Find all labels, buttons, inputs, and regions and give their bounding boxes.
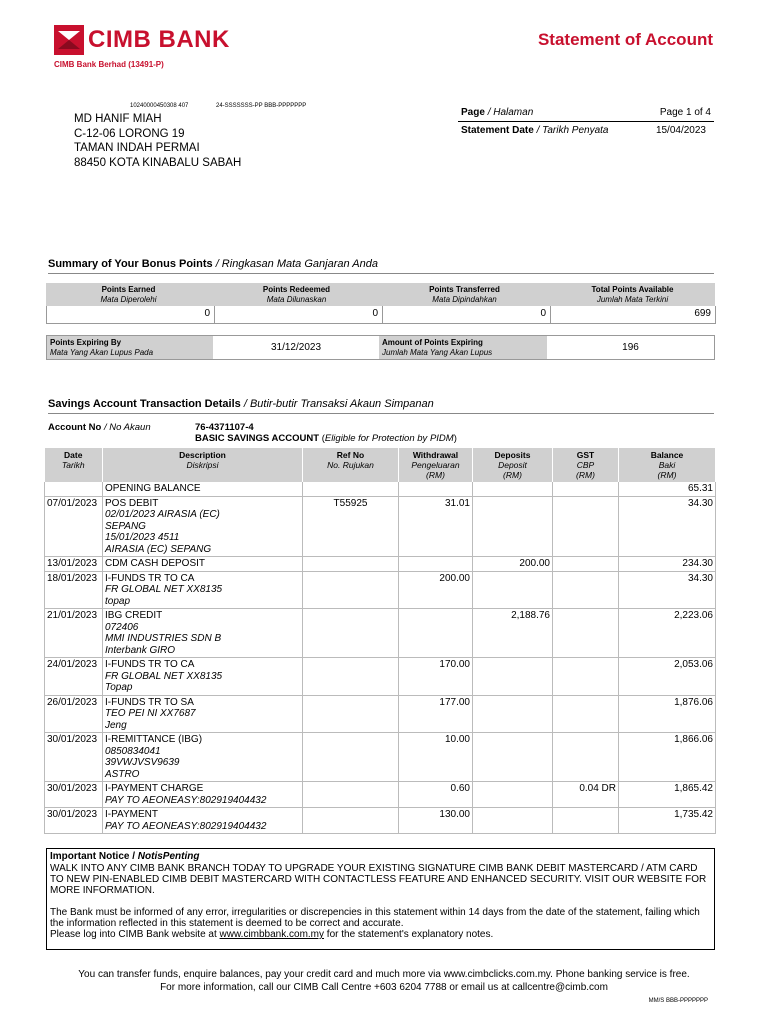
txn-description <box>103 808 303 834</box>
txn-gst <box>553 658 619 696</box>
expiring-row <box>46 335 715 360</box>
txn-balance: 1,876.06 <box>619 695 716 733</box>
txn-description-detail: 39VWJVSV9639 <box>105 757 180 768</box>
page-label: Page <box>461 106 485 118</box>
table-row <box>45 557 716 572</box>
txn-balance: 2,223.06 <box>619 609 716 658</box>
txn-description-detail: Topap <box>105 682 133 693</box>
account-info: Account No / No Akaun 76-4371107-4 BASIC SAVINGS ACCOUNT (Eligible for Protection by PIDM) <box>48 422 457 444</box>
expiring-label-cell: Points Expiring By Mata Yang Akan Lupus Pada <box>47 336 213 359</box>
txn-balance: 2,053.06 <box>619 658 716 696</box>
page-title: Statement of Account <box>537 30 713 49</box>
page-value: Page 1 of 4 <box>659 106 711 118</box>
txn-ref <box>303 695 399 733</box>
notice-para-2: The Bank must be informed of any error, irregularities or discrepencies in this statement within 14 days from the date of the statement, failing which the information reflected in this statement is deemed to be correct and accurate. <box>50 907 700 929</box>
txn-balance: 1,735.42 <box>619 808 716 834</box>
txn-deposit <box>473 695 553 733</box>
col-balance: Balance Baki (RM) <box>619 448 716 482</box>
txn-deposit <box>473 733 553 782</box>
customer-name: MD HANIF MIAH <box>74 113 162 125</box>
txn-date: 30/01/2023 <box>45 808 103 834</box>
account-no-label: Account No <box>48 422 102 433</box>
txn-withdrawal: 10.00 <box>399 733 473 782</box>
txn-ref <box>303 658 399 696</box>
txn-deposit <box>473 482 553 496</box>
txn-description-detail: topap <box>105 595 131 607</box>
txn-date <box>45 482 103 496</box>
txn-description <box>103 733 303 782</box>
txn-date: 18/01/2023 <box>45 571 103 609</box>
points-earned-value: 0 <box>47 306 215 324</box>
date-row <box>458 121 714 139</box>
amount-expiring-value: 196 <box>622 342 639 353</box>
col-deposits: Deposits Deposit (RM) <box>473 448 553 482</box>
txn-gst <box>553 609 619 658</box>
txn-withdrawal <box>399 609 473 658</box>
notice-para-3: Please log into CIMB Bank website at www.cimbbank.com.my for the statement's explanatory notes. <box>50 929 494 940</box>
important-notice <box>46 848 715 950</box>
pidm-note: Eligible for Protection by PIDM <box>324 433 454 444</box>
points-redeemed-value: 0 <box>215 306 383 324</box>
txn-deposit: 200.00 <box>473 557 553 572</box>
txn-gst <box>553 695 619 733</box>
txn-description-detail: FR GLOBAL NET XX8135 <box>105 584 223 595</box>
txn-gst <box>553 733 619 782</box>
txn-deposit <box>473 782 553 808</box>
txn-description-main: POS DEBIT <box>105 497 159 509</box>
txn-balance: 1,865.42 <box>619 782 716 808</box>
txn-date: 24/01/2023 <box>45 658 103 696</box>
txn-withdrawal: 0.60 <box>399 782 473 808</box>
col-ref: Ref No No. Rujukan <box>303 448 399 482</box>
date-label-ms: / Tarikh Penyata <box>536 125 609 136</box>
table-row <box>45 695 716 733</box>
transaction-table <box>44 448 715 834</box>
date-label: Statement Date <box>461 125 534 136</box>
col-description: Description Diskripsi <box>103 448 303 482</box>
txn-gst <box>553 571 619 609</box>
bonus-header-row <box>46 283 715 306</box>
statement-info <box>458 103 714 139</box>
txn-description-main: I-PAYMENT <box>105 809 158 820</box>
txn-balance: 34.30 <box>619 571 716 609</box>
transaction-header-row <box>45 448 716 482</box>
statement-date: 15/04/2023 <box>655 125 706 136</box>
txn-description-main: I-REMITTANCE (IBG) <box>105 734 203 745</box>
txn-description <box>103 482 303 496</box>
points-earned-header: Points Earned Mata Diperolehi <box>100 285 157 304</box>
customer-address <box>74 112 241 170</box>
notice-para-1: WALK INTO ANY CIMB BANK BRANCH TODAY TO UPGRADE YOUR EXISTING SIGNATURE CIMB BANK DEBIT MASTERCARD / ATM CARD TO NEW PIN-ENABLED CIMB DEBIT MASTERCARD WITH CONTACTLESS FEATURE AND ENHANCED SECURITY. VISIT OUR WEBSITE FOR MORE INFORMATION. <box>50 863 707 896</box>
table-row <box>45 496 716 557</box>
txn-description-main: I-FUNDS TR TO SA <box>105 696 194 708</box>
table-row <box>45 782 716 808</box>
bonus-section-heading: Summary of Your Bonus Points / Ringkasan Mata Ganjaran Anda <box>48 258 714 274</box>
address-line-1: C-12-06 LORONG 19 <box>74 127 185 140</box>
footer-line-1: You can transfer funds, enquire balances, pay your credit card and much more via www.cimbclicks.com.my. Phone banking service is free. <box>78 969 690 980</box>
mail-code-left: 10240000450308 407 <box>130 103 189 109</box>
table-row <box>45 482 716 496</box>
page-row <box>458 103 714 121</box>
txn-description-detail: SEPANG <box>105 520 146 532</box>
cimb-website-link[interactable]: www.cimbbank.com.my <box>219 929 325 940</box>
points-redeemed-header: Points Redeemed Mata Dilunaskan <box>262 285 331 304</box>
account-no-label-ms: / No Akaun <box>103 422 151 433</box>
txn-withdrawal: 31.01 <box>399 496 473 557</box>
col-date: Date Tarikh <box>45 448 103 482</box>
txn-description-main: I-FUNDS TR TO CA <box>105 572 195 584</box>
txn-withdrawal: 170.00 <box>399 658 473 696</box>
txn-gst <box>553 808 619 834</box>
txn-gst: 0.04 DR <box>553 782 619 808</box>
logo-text: CIMB BANK <box>88 26 230 53</box>
notice-title-ms: NotisPenting <box>137 851 200 862</box>
txn-description-detail: FR GLOBAL NET XX8135 <box>105 670 223 682</box>
notice-title: Important Notice / <box>50 851 136 862</box>
txn-description-detail: MMI INDUSTRIES SDN B <box>105 633 222 644</box>
txn-date: 13/01/2023 <box>45 557 103 572</box>
txn-withdrawal: 200.00 <box>399 571 473 609</box>
bank-registration: CIMB Bank Berhad (13491-P) <box>54 60 164 69</box>
txn-description-main: I-FUNDS TR TO CA <box>105 659 195 670</box>
txn-description-detail: ASTRO <box>105 768 140 780</box>
txn-withdrawal <box>399 557 473 572</box>
cimb-logo-icon <box>54 25 84 55</box>
bonus-values-row <box>46 306 715 324</box>
txn-description-detail: AIRASIA (EC) SEPANG <box>105 543 212 555</box>
page-label-ms: / Halaman <box>487 106 534 118</box>
txn-description-detail: 15/01/2023 4511 <box>105 532 180 543</box>
txn-deposit <box>473 571 553 609</box>
txn-ref <box>303 482 399 496</box>
txn-ref <box>303 571 399 609</box>
txn-description-detail: 02/01/2023 AIRASIA (EC) <box>105 509 220 520</box>
txn-description <box>103 557 303 572</box>
txn-description <box>103 496 303 557</box>
txn-deposit <box>473 658 553 696</box>
txn-description-detail: Interbank GIRO <box>105 644 176 656</box>
txn-description <box>103 571 303 609</box>
txn-ref <box>303 557 399 572</box>
txn-deposit: 2,188.76 <box>473 609 553 658</box>
txn-balance: 234.30 <box>619 557 716 572</box>
txn-gst <box>553 496 619 557</box>
txn-description <box>103 695 303 733</box>
txn-ref: T55925 <box>303 496 399 557</box>
footer <box>0 969 768 994</box>
txn-gst <box>553 482 619 496</box>
amount-expiring-label-cell: Amount of Points Expiring Jumlah Mata Yang Akan Lupus <box>379 336 547 359</box>
txn-ref <box>303 609 399 658</box>
account-type: BASIC SAVINGS ACCOUNT <box>195 433 320 444</box>
txn-description-main: OPENING BALANCE <box>105 483 201 494</box>
txn-gst <box>553 557 619 572</box>
txn-description-detail: TEO PEI NI XX7687 <box>105 708 196 719</box>
txn-description-main: I-PAYMENT CHARGE <box>105 783 204 794</box>
txn-ref <box>303 733 399 782</box>
txn-description <box>103 782 303 808</box>
points-transferred-value: 0 <box>383 306 551 324</box>
txn-description-detail: PAY TO AEONEASY:802919404432 <box>105 794 267 806</box>
points-transferred-header: Points Transferred Mata Dipindahkan <box>429 285 500 304</box>
txn-ref <box>303 808 399 834</box>
txn-description-detail: PAY TO AEONEASY:802919404432 <box>105 820 267 832</box>
txn-deposit <box>473 496 553 557</box>
txn-balance: 1,866.06 <box>619 733 716 782</box>
txn-description-detail: Jeng <box>105 719 127 731</box>
txn-withdrawal: 130.00 <box>399 808 473 834</box>
expiring-date: 31/12/2023 <box>270 342 322 353</box>
txn-description-main: CDM CASH DEPOSIT <box>105 558 206 569</box>
col-withdrawal: Withdrawal Pengeluaran (RM) <box>399 448 473 482</box>
txn-withdrawal <box>399 482 473 496</box>
table-row <box>45 658 716 696</box>
footer-code: MM/S BBB-PPPPPPP <box>648 998 708 1004</box>
savings-section-heading: Savings Account Transaction Details / Butir-butir Transaksi Akaun Simpanan <box>48 398 714 414</box>
address-line-3: 88450 KOTA KINABALU SABAH <box>74 156 242 169</box>
account-number: 76-4371107-4 <box>195 422 254 433</box>
txn-date: 07/01/2023 <box>45 496 103 557</box>
address-line-2: TAMAN INDAH PERMAI <box>74 142 200 154</box>
table-row <box>45 733 716 782</box>
table-row <box>45 609 716 658</box>
txn-balance: 65.31 <box>619 482 716 496</box>
col-gst: GST CBP (RM) <box>553 448 619 482</box>
txn-description-detail: 0850834041 <box>105 745 161 757</box>
txn-deposit <box>473 808 553 834</box>
txn-date: 21/01/2023 <box>45 609 103 658</box>
bank-logo <box>54 24 230 56</box>
table-row <box>45 808 716 834</box>
txn-description-detail: 072406 <box>105 621 139 633</box>
mail-code-right: 24-SSSSSSS-PP BBB-PPPPPPP <box>216 103 307 109</box>
txn-date: 26/01/2023 <box>45 695 103 733</box>
txn-date: 30/01/2023 <box>45 782 103 808</box>
total-points-header: Total Points Available Jumlah Mata Terkini <box>591 285 674 304</box>
txn-description <box>103 609 303 658</box>
txn-description-main: IBG CREDIT <box>105 610 163 621</box>
txn-balance: 34.30 <box>619 496 716 557</box>
txn-description <box>103 658 303 696</box>
total-points-value: 699 <box>551 306 716 324</box>
txn-withdrawal: 177.00 <box>399 695 473 733</box>
footer-line-2: For more information, call our CIMB Call Centre +603 6204 7788 or email us at callcentre@cimb.com <box>160 981 608 993</box>
txn-date: 30/01/2023 <box>45 733 103 782</box>
table-row <box>45 571 716 609</box>
txn-ref <box>303 782 399 808</box>
